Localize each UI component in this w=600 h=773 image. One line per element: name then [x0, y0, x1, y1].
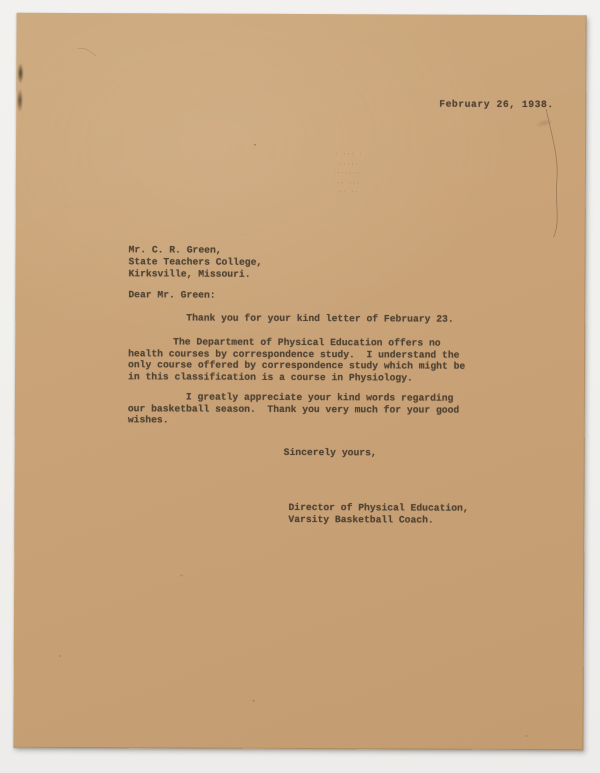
- salutation: Dear Mr. Green:: [127, 289, 216, 301]
- paragraph-3: I greatly appreciate your kind words regarding our basketball season. Thank you very much for your good wishes.: [127, 391, 459, 426]
- paper-speck: [180, 574, 183, 576]
- closing-salutation: Sincerely yours,: [283, 446, 377, 459]
- faint-received-stamp: · ··· · ····· ······ ·· ··· ·· ··: [334, 151, 363, 196]
- typed-date: February 26, 1938.: [438, 98, 554, 111]
- paper-speck: [58, 655, 60, 657]
- paper-speck: [525, 735, 527, 737]
- small-scratch: [77, 48, 96, 56]
- hairline-scratch: [545, 109, 557, 237]
- letter-paper: [13, 13, 586, 750]
- paragraph-1: Thank you for your kind letter of February 23.: [185, 312, 454, 325]
- paper-speck: [254, 144, 256, 146]
- paper-speck: [252, 700, 254, 702]
- signature-block: Director of Physical Education, Varsity Basketball Coach.: [287, 501, 469, 526]
- recipient-address: Mr. C. R. Green, State Teachers College, Kirksville, Missouri.: [127, 244, 262, 280]
- paragraph-2: The Department of Physical Education offers no health courses by correspondence study. I understand the only course offered by correspondence study which might be in this classification is a course in Physiology.: [127, 336, 465, 384]
